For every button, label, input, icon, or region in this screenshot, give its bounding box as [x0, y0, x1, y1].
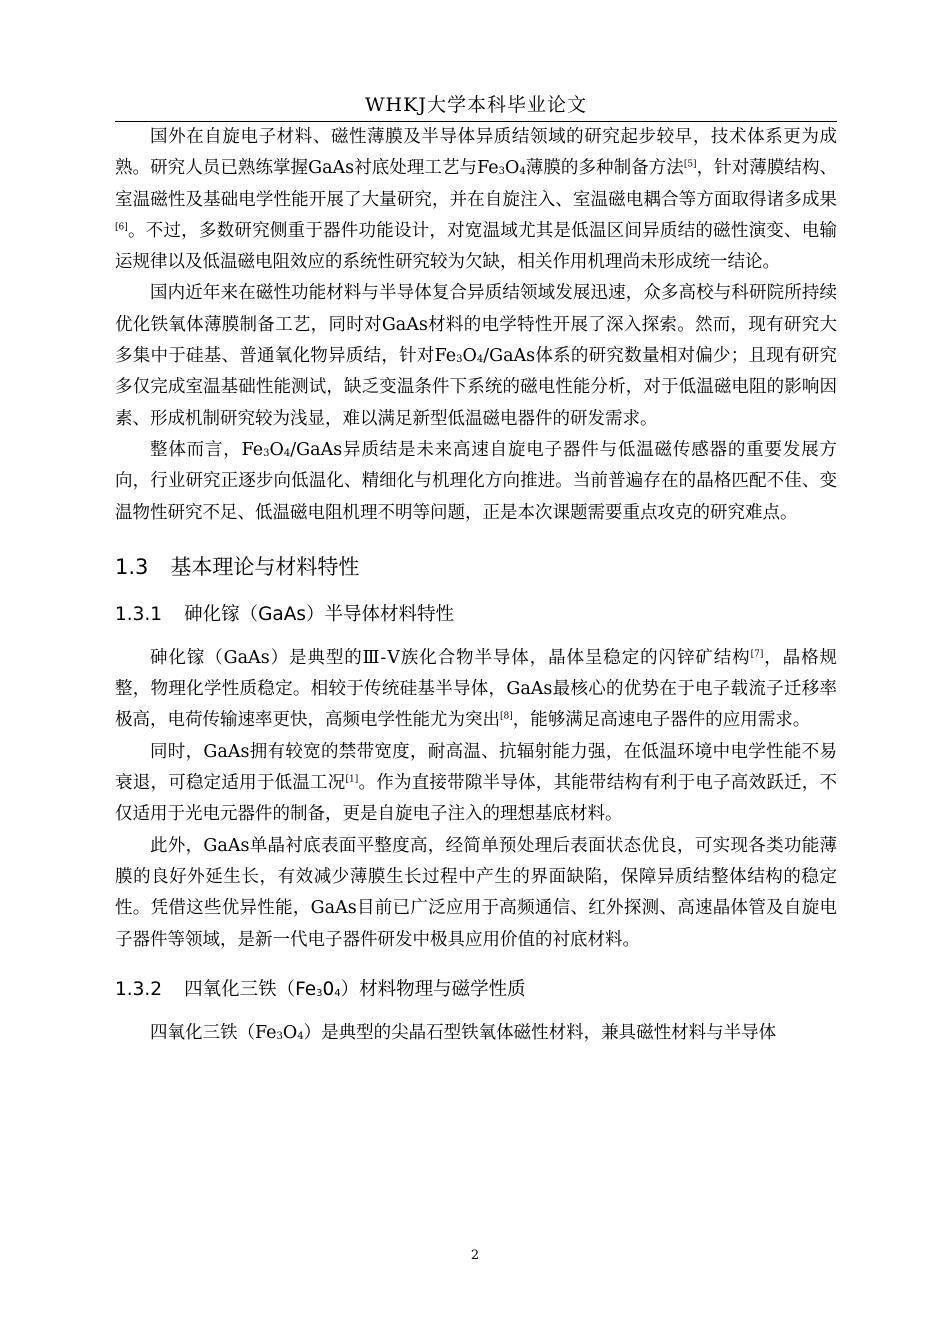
page-body: [115, 122, 837, 1049]
running-header: WHKJ大学本科毕业论文: [365, 94, 587, 116]
citation: [8]: [500, 712, 513, 723]
subsection-heading: [115, 601, 837, 629]
section-heading: [115, 553, 837, 581]
subsection-heading: [115, 976, 837, 1004]
subsection-number: 1.3.1: [115, 603, 163, 625]
paragraph: 整体而言，$Fe_3O_4$/GaAs异质结是未来高速自旋电子器件与低温磁传感器的重要发展方向，行业研究正逐步向低温化、精细化与机理化方向推进。当前普遍存在的晶格匹配不佳、变温物性研究不足、低温磁电阻机理不明等问题，正是本次课题需要重点攻克的研究难点。: [115, 439, 837, 523]
paragraph: 砷化镓（GaAs）是典型的Ⅲ-Ⅴ族化合物半导体，晶体呈稳定的闪锌矿结构[7]，晶格规整，物理化学性质稳定。相较于传统硅基半导体，GaAs最核心的优势在于电子载流子迁移率极高，电荷传输速率更快，高频电学性能尤为突出[8]，能够满足高速电子器件的应用需求。: [115, 647, 838, 731]
citation: [6]: [115, 222, 128, 233]
section-number: 1.3: [115, 554, 149, 579]
subsection-title: 四氧化三铁$(Fe_30_4)$材料物理与磁学性质: [184, 978, 526, 1000]
paragraph: 四氧化三铁$(Fe_3O_4)$是典型的尖晶石型铁氧体磁性材料，兼具磁性材料与半导体: [150, 1022, 777, 1043]
subsection-title: 砷化镓（GaAs）半导体材料特性: [184, 603, 455, 625]
citation: [5]: [683, 160, 697, 170]
paragraph: 同时，GaAs拥有较宽的禁带宽度，耐高温、抗辐射能力强，在低温环境中电学性能不易衰退，可稳定适用于低温工况[1]。作为直接带隙半导体，其能带结构有利于电子高效跃迁，不仅适用于光电元器件的制备，更是自旋电子注入的理想基底材料。: [115, 741, 838, 825]
citation: [1]: [345, 774, 359, 785]
subsection-number: 1.3.2: [115, 978, 163, 1000]
section-title: 基本理论与材料特性: [170, 554, 360, 579]
citation: [7]: [750, 649, 764, 660]
paragraph: 国内近年来在磁性功能材料与半导体复合异质结领域发展迅速，众多高校与科研院所持续优化铁氧体薄膜制备工艺，同时对GaAs材料的电学特性开展了深入探索。然而，现有研究大多集中于硅基、普通氧化物异质结，针对$Fe_3O_4$/GaAs体系的研究数量相对偏少；且现有研究多仅完成室温基础性能测试，缺乏变温条件下系统的磁电性能分析，对于低温磁电阻的影响因素、形成机制研究较为浅显，难以满足新型低温磁电器件的研发需求。: [115, 283, 837, 429]
page-number: 2: [470, 1248, 480, 1263]
paragraph: 国外在自旋电子材料、磁性薄膜及半导体异质结领域的研究起步较早，技术体系更为成熟。研究人员已熟练掌握GaAs衬底处理工艺与$Fe_3O_4$薄膜的多种制备方法[5]，针对薄膜结构、室温磁性及基础电学性能开展了大量研究，并在自旋注入、室温磁电耦合等方面取得诸多成果[6]。不过，多数研究侧重于器件功能设计，对宽温域尤其是低温区间异质结的磁性演变、电输运规律以及低温磁电阻效应的系统性研究较为欠缺，相关作用机理尚未形成统一结论。: [115, 127, 838, 273]
paragraph: 此外，GaAs单晶衬底表面平整度高，经简单预处理后表面状态优良，可实现各类功能薄膜的良好外延生长，有效减少薄膜生长过程中产生的界面缺陷，保障异质结整体结构的稳定性。凭借这些优异性能，GaAs目前已广泛应用于高频通信、红外探测、高速晶体管及自旋电子器件等领域，是新一代电子器件研发中极具应用价值的衬底材料。: [115, 835, 837, 950]
